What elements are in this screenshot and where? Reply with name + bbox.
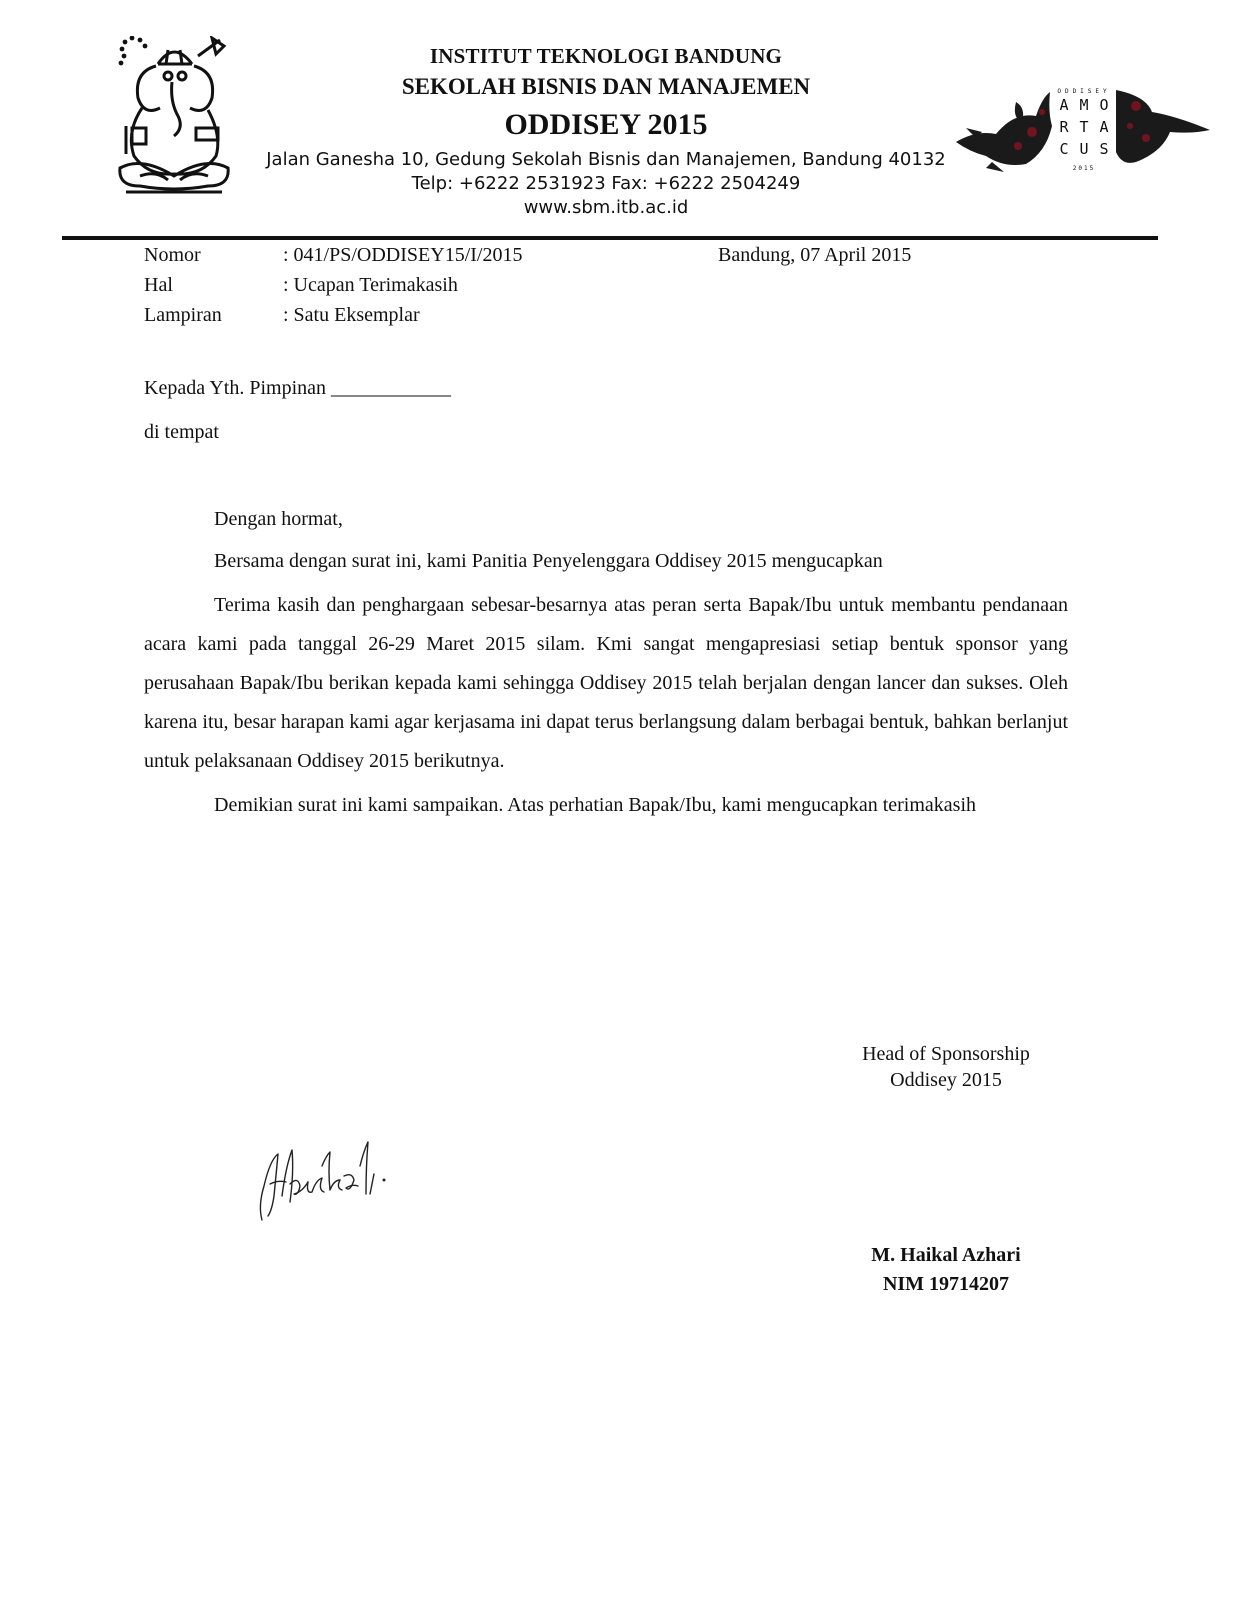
lampiran-value: : Satu Eksemplar [283, 304, 420, 326]
handwritten-signature [256, 1136, 396, 1226]
amortacus-year: 2015 [1072, 165, 1096, 172]
recipient-line: Kepada Yth. Pimpinan ____________ [144, 377, 452, 399]
lampiran-label: Lampiran [144, 304, 222, 326]
hal-label: Hal [144, 274, 173, 296]
recipient-place: di tempat [144, 421, 219, 443]
website-line: www.sbm.itb.ac.id [523, 197, 689, 218]
amortacus-top-text: ODDISEY [1057, 88, 1111, 95]
hal-value: : Ucapan Terimakasih [283, 274, 458, 296]
signatory-org: Oddisey 2015 [890, 1069, 1002, 1091]
amortacus-letter: U [1079, 140, 1089, 158]
amortacus-letter: A [1059, 96, 1069, 114]
amortacus-logo [956, 82, 1212, 174]
amortacus-letter: O [1099, 96, 1109, 114]
closing-paragraph: Demikian surat ini kami sampaikan. Atas perhatian Bapak/Ibu, kami mengucapkan terimakasih [214, 794, 977, 816]
amortacus-letter: M [1079, 96, 1089, 114]
letter-date: Bandung, 07 April 2015 [718, 244, 912, 266]
amortacus-letter: T [1079, 118, 1089, 136]
signatory-name: M. Haikal Azhari [871, 1244, 1021, 1266]
amortacus-letter: S [1099, 140, 1109, 158]
signatory-title: Head of Sponsorship [862, 1043, 1030, 1065]
event-name: ODDISEY 2015 [504, 108, 708, 141]
greeting: Dengan hormat, [214, 508, 343, 530]
main-paragraph: Terima kasih dan penghargaan sebesar-besarnya atas peran serta Bapak/Ibu untuk membantu pendanaan acara kami pada tanggal 26-29 Maret 2015 silam. Kmi sangat mengapresiasi setiap bentuk sponsor yang perusahaan Bapak/Ibu berikan kepada kami sehingga Oddisey 2015 telah berjalan dengan lancer dan sukses. Oleh karena itu, besar harapan kami agar kerjasama ini dapat terus berlangsung dalam berbagai bentuk, bahkan berlanjut untuk pelaksanaan Oddisey 2015 berikutnya. [144, 594, 1068, 772]
school-name: SEKOLAH BISNIS DAN MANAJEMEN [401, 74, 811, 99]
nomor-value: : 041/PS/ODDISEY15/I/2015 [283, 244, 523, 266]
contact-line: Telp: +6222 2531923 Fax: +6222 2504249 [411, 173, 801, 194]
amortacus-letter: R [1059, 118, 1069, 136]
nomor-label: Nomor [144, 244, 201, 266]
intro-paragraph: Bersama dengan surat ini, kami Panitia Penyelenggara Oddisey 2015 mengucapkan [214, 550, 883, 572]
itb-ganesha-logo [112, 36, 236, 196]
header-divider [62, 236, 1158, 240]
address-line: Jalan Ganesha 10, Gedung Sekolah Bisnis dan Manajemen, Bandung 40132 [266, 149, 946, 170]
signatory-nim: NIM 19714207 [882, 1273, 1010, 1295]
institute-name: INSTITUT TEKNOLOGI BANDUNG [429, 44, 783, 68]
amortacus-letter: A [1099, 118, 1109, 136]
amortacus-letter: C [1059, 140, 1069, 158]
